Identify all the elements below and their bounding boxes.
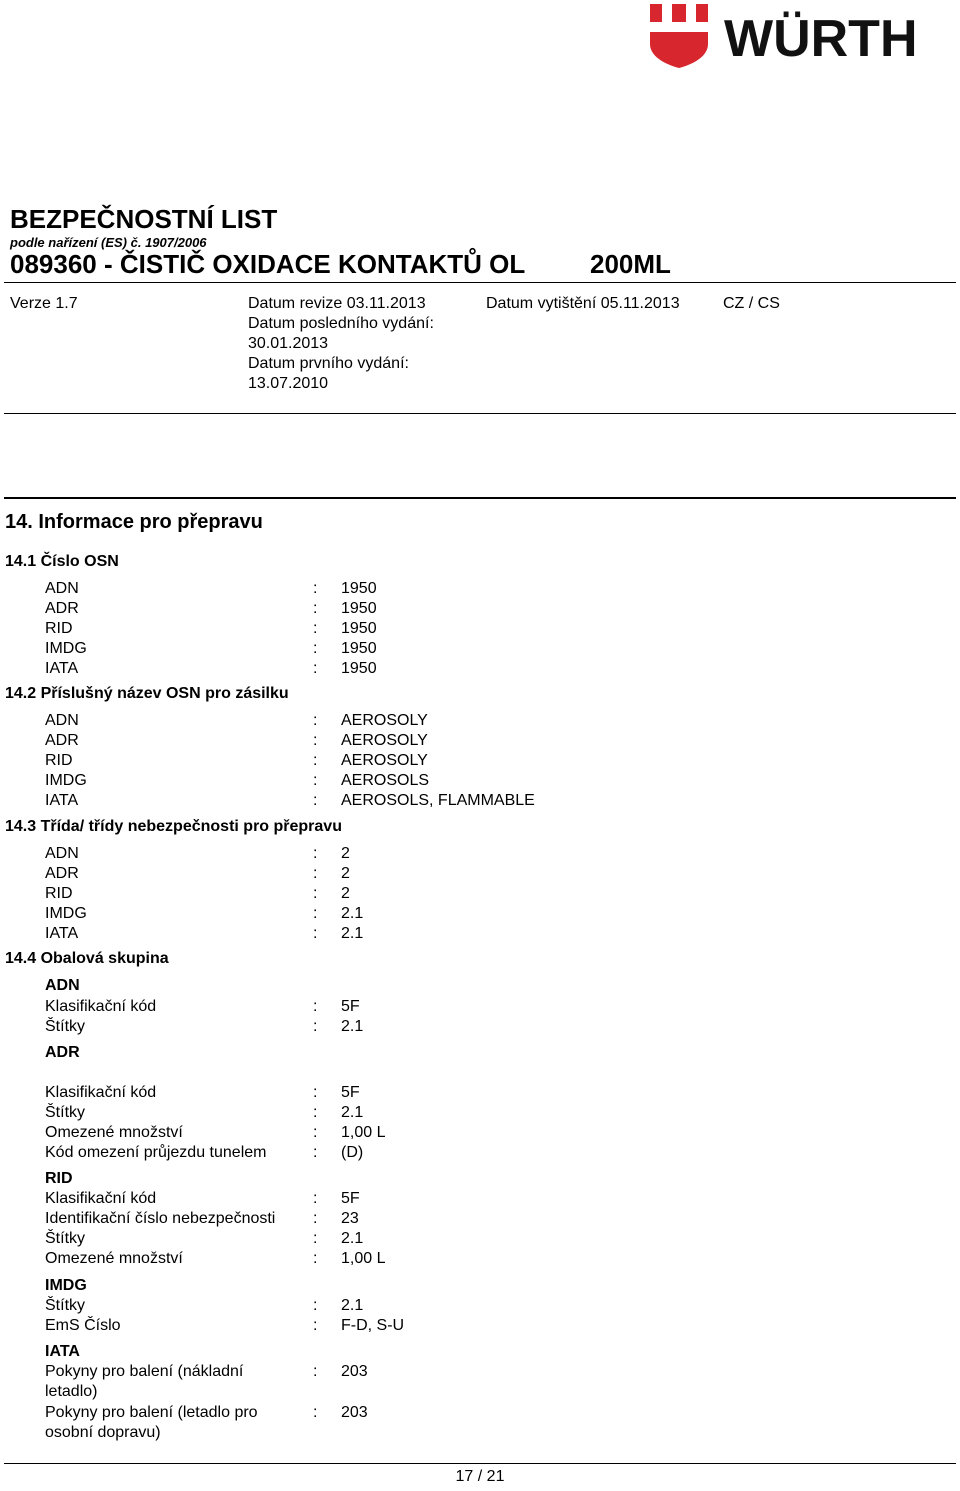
list-item: RID : 1950 xyxy=(45,620,377,637)
row-label: Klasifikační kód xyxy=(45,998,157,1015)
row-value: 2.1 xyxy=(341,925,364,942)
list-item: Štítky : 2.1 xyxy=(45,1297,364,1314)
list-item: IATA : 1950 xyxy=(45,660,377,677)
row-value: 5F xyxy=(341,1084,360,1101)
row-label: IMDG xyxy=(45,640,87,657)
row-label: IMDG xyxy=(45,772,87,789)
list-item: Klasifikační kód : 5F xyxy=(45,1190,360,1207)
row-label: IMDG xyxy=(45,905,87,922)
list-item: ADN : 2 xyxy=(45,845,350,862)
row-value: F-D, S-U xyxy=(341,1317,405,1334)
list-item: ADR : 1950 xyxy=(45,600,377,617)
list-item: IMDG : 2.1 xyxy=(45,905,364,922)
row-label: Štítky xyxy=(45,1104,86,1121)
document-title: BEZPEČNOSTNÍ LIST xyxy=(10,204,278,234)
list-item: IMDG : 1950 xyxy=(45,640,377,657)
row-value: AEROSOLY xyxy=(341,712,428,729)
row-value: AEROSOLS, FLAMMABLE xyxy=(341,792,535,809)
list-item: ADN : 1950 xyxy=(45,580,377,597)
row-label: ADR xyxy=(45,732,79,749)
row-value: 2 xyxy=(341,885,350,902)
first-issue-label: Datum prvního vydání: xyxy=(248,355,409,372)
version: Verze 1.7 xyxy=(10,295,78,312)
subsection-title: 14.3 Třída/ třídy nebezpečnosti pro přepravu xyxy=(5,818,342,835)
row-value: 1950 xyxy=(341,640,377,657)
row-label: RID xyxy=(45,885,73,902)
list-item: IMDG : AEROSOLS xyxy=(45,772,430,789)
row-label: Štítky xyxy=(45,1018,86,1035)
subsection-title: 14.2 Příslušný název OSN pro zásilku xyxy=(5,685,289,702)
group-heading-label: RID xyxy=(45,1170,73,1187)
row-label: IATA xyxy=(45,925,79,942)
wurth-logo xyxy=(646,0,958,70)
row-label: Omezené množství xyxy=(45,1250,183,1267)
row-label: IATA xyxy=(45,792,79,809)
list-item: Klasifikační kód : 5F xyxy=(45,998,360,1015)
row-value: 2 xyxy=(341,865,350,882)
last-issue-label: Datum posledního vydání: xyxy=(248,315,434,332)
row-label: RID xyxy=(45,752,73,769)
row-value: AEROSOLS xyxy=(341,772,430,789)
section-divider xyxy=(4,497,956,499)
row-value: 1,00 L xyxy=(341,1250,386,1267)
last-issue-date: 30.01.2013 xyxy=(248,335,329,352)
list-item: Omezené množství : 1,00 L xyxy=(45,1124,386,1141)
row-value: 2 xyxy=(341,845,350,862)
row-label: RID xyxy=(45,620,73,637)
row-value: (D) xyxy=(341,1144,364,1161)
row-value: 2.1 xyxy=(341,1018,364,1035)
list-item: RID : 2 xyxy=(45,885,350,902)
row-value: 2.1 xyxy=(341,1297,364,1314)
list-item: RID : AEROSOLY xyxy=(45,752,428,769)
wurth-logo-icon xyxy=(646,0,958,70)
row-label: Pokyny pro balení (letadlo pro osobní dopravu) xyxy=(45,1404,258,1441)
list-item: Štítky : 2.1 xyxy=(45,1230,364,1247)
list-item: ADR : 2 xyxy=(45,865,350,882)
row-value: AEROSOLY xyxy=(341,752,428,769)
svg-text:WÜRTH: WÜRTH xyxy=(724,10,918,68)
list-item: Kód omezení průjezdu tunelem : (D) xyxy=(45,1144,364,1161)
list-item: Štítky : 2.1 xyxy=(45,1018,364,1035)
row-value: 1,00 L xyxy=(341,1124,386,1141)
row-value: 1950 xyxy=(341,620,377,637)
document-subtitle: podle nařízení (ES) č. 1907/2006 xyxy=(10,235,207,250)
product-size: 200ML xyxy=(590,249,671,279)
subsection-title: 14.4 Obalová skupina xyxy=(5,950,169,967)
meta-divider xyxy=(4,413,956,414)
list-item: IATA : 2.1 xyxy=(45,925,364,942)
list-item: IATA : AEROSOLS, FLAMMABLE xyxy=(45,792,535,809)
row-value: 1950 xyxy=(341,600,377,617)
first-issue-date: 13.07.2010 xyxy=(248,375,329,392)
row-label: Identifikační číslo nebezpečnosti xyxy=(45,1210,276,1227)
print-date: Datum vytištění 05.11.2013 xyxy=(486,295,680,312)
group-heading xyxy=(0,1276,960,1296)
group-heading xyxy=(0,976,960,996)
row-label: IATA xyxy=(45,660,79,677)
row-label: Kód omezení průjezdu tunelem xyxy=(45,1144,267,1161)
row-label: ADR xyxy=(45,865,79,882)
list-item: Klasifikační kód : 5F xyxy=(45,1084,360,1101)
row-label: Štítky xyxy=(45,1297,86,1314)
footer-divider xyxy=(4,1463,956,1464)
list-item: Identifikační číslo nebezpečnosti : 23 xyxy=(45,1210,359,1227)
list-item: ADN : AEROSOLY xyxy=(45,712,428,729)
row-value: 2.1 xyxy=(341,905,364,922)
list-item: Pokyny pro balení (letadlo pro osobní dopravu) : 203 xyxy=(45,1404,368,1441)
list-item: EmS Číslo : F-D, S-U xyxy=(45,1317,405,1334)
row-label: ADN xyxy=(45,845,79,862)
group-heading-label: ADN xyxy=(45,977,80,994)
group-heading-label: ADR xyxy=(45,1044,80,1061)
row-label: EmS Číslo xyxy=(45,1317,121,1334)
group-heading-label: IMDG xyxy=(45,1277,87,1294)
row-value: 1950 xyxy=(341,580,377,597)
group-heading-label: IATA xyxy=(45,1343,80,1360)
row-label: Pokyny pro balení (nákladní letadlo) xyxy=(45,1363,244,1400)
row-value: 1950 xyxy=(341,660,377,677)
subsection-title: 14.1 Číslo OSN xyxy=(5,553,119,570)
row-value: 23 xyxy=(341,1210,359,1227)
revision-date: Datum revize 03.11.2013 xyxy=(248,295,426,312)
row-label: ADN xyxy=(45,580,79,597)
header-divider xyxy=(4,282,956,283)
row-label: Štítky xyxy=(45,1230,86,1247)
row-label: Klasifikační kód xyxy=(45,1084,157,1101)
row-value: 2.1 xyxy=(341,1230,364,1247)
row-value: 203 xyxy=(341,1363,368,1380)
list-item: Štítky : 2.1 xyxy=(45,1104,364,1121)
page-number: 17 / 21 xyxy=(455,1468,505,1485)
group-heading xyxy=(0,1342,960,1362)
group-heading xyxy=(0,1043,960,1063)
row-value: AEROSOLY xyxy=(341,732,428,749)
group-heading xyxy=(0,1169,960,1189)
row-label: ADR xyxy=(45,600,79,617)
row-label: Klasifikační kód xyxy=(45,1190,157,1207)
list-item: Pokyny pro balení (nákladní letadlo) : 203 xyxy=(45,1363,368,1400)
row-label: Omezené množství xyxy=(45,1124,183,1141)
row-value: 2.1 xyxy=(341,1104,364,1121)
locale: CZ / CS xyxy=(723,295,780,312)
section-title: 14. Informace pro přepravu xyxy=(5,511,263,533)
row-value: 203 xyxy=(341,1404,368,1421)
list-item: ADR : AEROSOLY xyxy=(45,732,428,749)
row-value: 5F xyxy=(341,1190,360,1207)
row-label: ADN xyxy=(45,712,79,729)
product-name: 089360 - ČISTIČ OXIDACE KONTAKTŮ OL xyxy=(10,249,526,279)
list-item: Omezené množství : 1,00 L xyxy=(45,1250,386,1267)
row-value: 5F xyxy=(341,998,360,1015)
